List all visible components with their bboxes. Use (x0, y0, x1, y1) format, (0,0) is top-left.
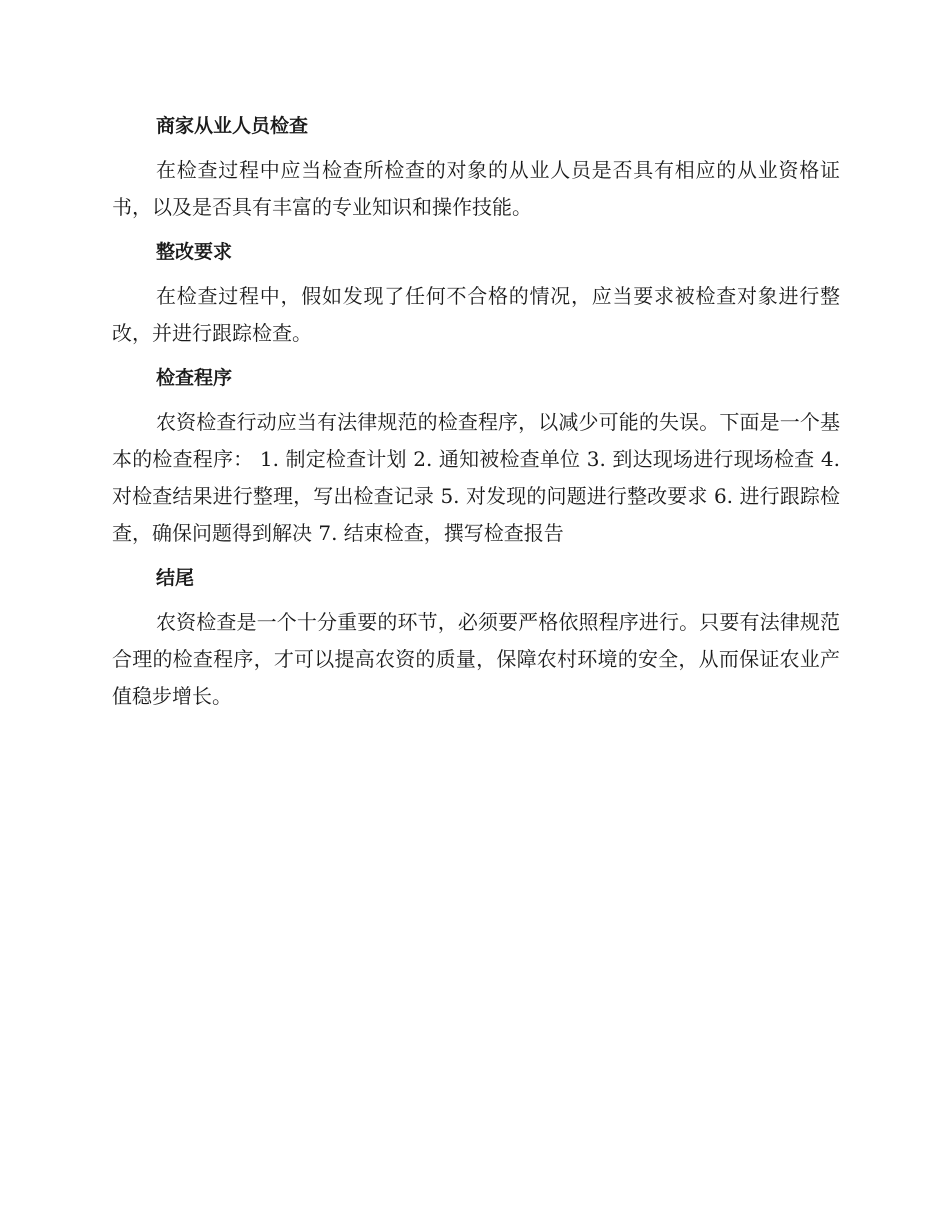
section-heading-conclusion: 结尾 (156, 567, 195, 589)
section-heading-procedure: 检查程序 (156, 367, 233, 389)
section-heading-staff-inspection: 商家从业人员检查 (156, 115, 309, 137)
section-text-conclusion: 农资检查是一个十分重要的环节，必须要严格依照程序进行。只要有法律规范合理的检查程序，才可以提高农资的质量，保障农村环境的安全，从而保证农业产值稳步增长。 (112, 610, 840, 708)
section-text-procedure: 农资检查行动应当有法律规范的检查程序，以减少可能的失误。下面是一个基本的检查程序： 1. 制定检查计划 2. 通知被检查单位 3. 到达现场进行现场检查 4. 对检查结果进行整理，写出检查记录 5. 对发现的问题进行整改要求 6. 进行跟踪检查，确保问题得到解决 7. 结束检查，撰写检查报告 (112, 410, 840, 545)
section-heading-rectification: 整改要求 (156, 241, 233, 263)
section-text-staff-inspection: 在检查过程中应当检查所检查的对象的从业人员是否具有相应的从业资格证书，以及是否具有丰富的专业知识和操作技能。 (112, 158, 840, 219)
document-content (112, 108, 840, 723)
section-text-rectification: 在检查过程中，假如发现了任何不合格的情况，应当要求被检查对象进行整改，并进行跟踪检查。 (112, 284, 840, 345)
